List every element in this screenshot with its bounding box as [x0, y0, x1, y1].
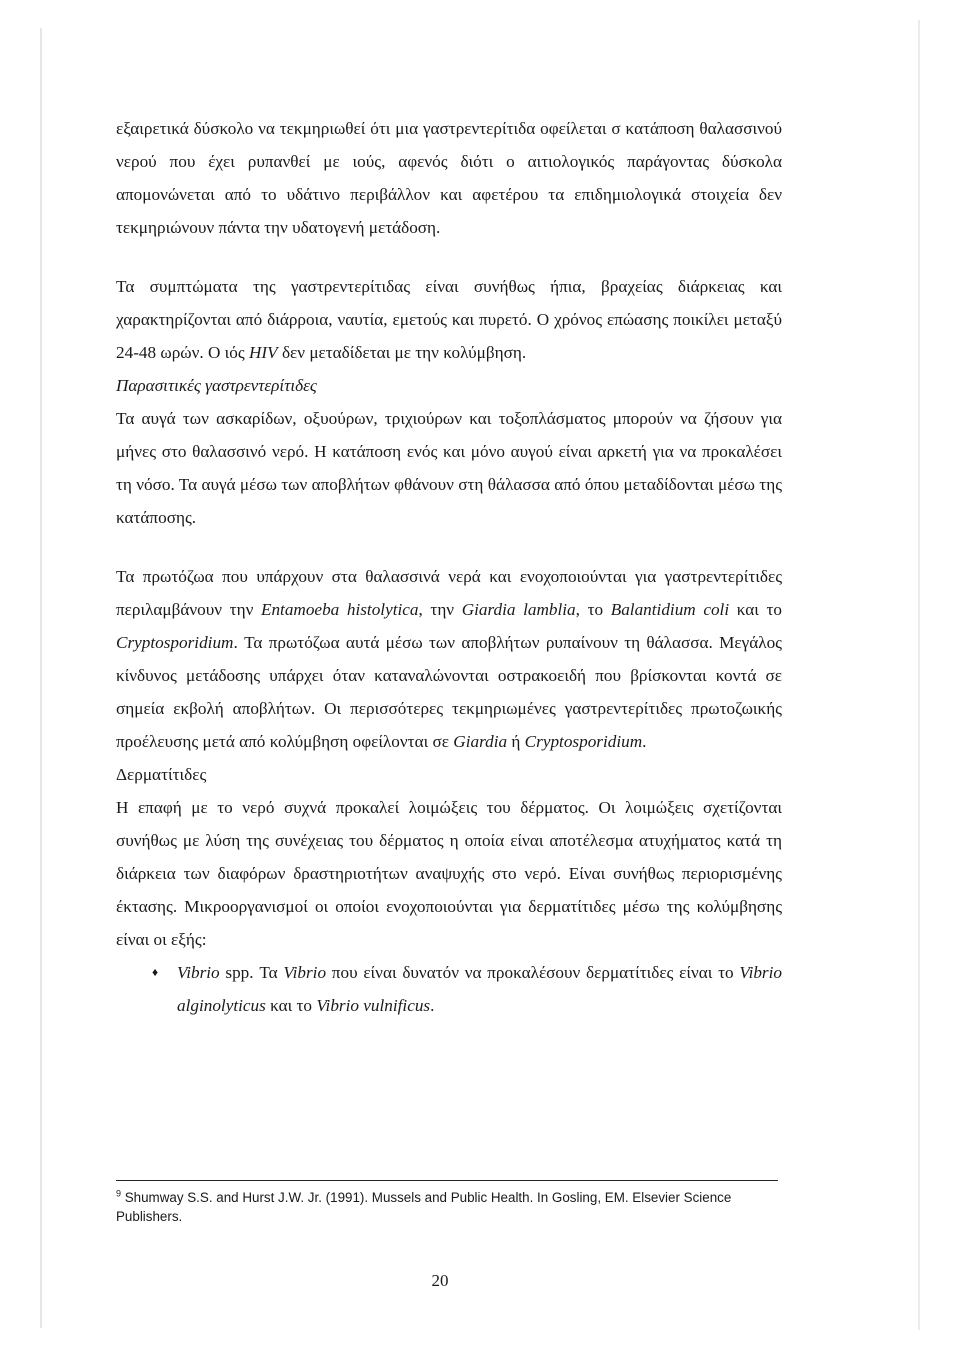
organism-list — [116, 956, 782, 1022]
paragraph-symptoms: Τα συμπτώματα της γαστρεντερίτιδας είναι συνήθως ήπια, βραχείας διάρκειας και χαρακτηρίζονται από διάρροια, ναυτία, εμετούς και πυρετό. Ο χρόνος επώασης ποικίλει μεταξύ 24-48 ωρών. Ο ιός HIV δεν μεταδίδεται με την κολύμβηση. — [116, 277, 782, 362]
dermatitis-heading: Δερματίτιδες — [116, 765, 207, 784]
paragraph-dermatitis: Η επαφή με το νερό συχνά προκαλεί λοιμώξεις του δέρματος. Οι λοιμώξεις σχετίζονται συνήθως με λύση της συνέχειας του δέρματος η οποία είναι αποτέλεσμα ατυχήματος κατά τη διάρκεια των διαφόρων δραστηριοτήτων αναψυχής στο νερό. Είναι συνήθως περιορισμένης έκτασης. Μικροοργανισμοί οι οποίοι ενοχοποιούνται για δερματίτιδες μέσω της κολύμβησης είναι οι εξής: — [116, 798, 782, 949]
diamond-bullet-icon: ♦ — [152, 965, 159, 979]
page-body — [116, 112, 782, 1022]
cryptosporidium-term: Cryptosporidium — [116, 633, 234, 652]
parasitic-heading: Παρασιτικές γαστρεντερίτιδες — [116, 376, 317, 395]
hiv-term: HIV — [249, 343, 278, 362]
paragraph-parasites: Τα αυγά των ασκαρίδων, οξυούρων, τριχιούρων και τοξοπλάσματος μπορούν να ζήσουν για μήνες στο θαλασσινό νερό. Η κατάποση ενός και μόνο αυγού είναι αρκετή για να προκαλέσει τη νόσο. Τα αυγά μέσω των αποβλήτων φθάνουν στη θάλασσα από όπου μεταδίδονται μέσω της κατάποσης. — [116, 409, 782, 527]
entamoeba-term: Entamoeba histolytica — [260, 600, 419, 619]
giardia-term: Giardia lamblia — [461, 600, 576, 619]
scan-edge-left — [40, 28, 42, 1328]
page-number: 20 — [431, 1271, 449, 1290]
footnote-marker: 9 — [116, 1188, 122, 1199]
footnote-divider — [116, 1180, 778, 1181]
scan-edge-right — [918, 20, 920, 1330]
giardia-term-2: Giardia — [453, 732, 508, 751]
footnote: $^9$ Shumway S.S. and Hurst J.W. Jr. (1991). Mussels and Public Health. In Gosling, EM. Elsevier Science Publishers. — [116, 1188, 732, 1224]
cryptosporidium-term-2: Cryptosporidium — [524, 732, 643, 751]
paragraph-protozoa: Τα πρωτόζωα που υπάρχουν στα θαλασσινά νερά και ενοχοποιούνται για γαστρεντερίτιδες περιλαμβάνουν την Entamoeba histolytica, την Giardia lamblia, το Balantidium coli και το Cryptosporidium. Τα πρωτόζωα αυτά μέσω των αποβλήτων ρυπαίνουν τη θάλασσα. Μεγάλος κίνδυνος μετάδοσης υπάρχει όταν καταναλώνονται οστρακοειδή που βρίσκονται κοντά σε σημεία εκβολή αποβλήτων. Οι περισσότερες τεκμηριωμένες γαστρεντερίτιδες πρωτοζωικής προέλευσης μετά από κολύμβηση οφείλονται σε Giardia ή Cryptosporidium. — [116, 567, 782, 751]
balantidium-term: Balantidium coli — [610, 600, 730, 619]
list-item: ♦ Vibrio spp. Τα Vibrio που είναι δυνατόν να προκαλέσουν δερματίτιδες είναι το Vibrio alginolyticus και το Vibrio vulnificus. — [116, 956, 782, 1022]
paragraph-viral-difficulty: εξαιρετικά δύσκολο να τεκμηριωθεί ότι μια γαστρεντερίτιδα οφείλεται σ κατάποση θαλασσινού νερού που έχει ρυπανθεί με ιούς, αφενός διότι ο αιτιολογικός παράγοντας δύσκολα απομονώνεται από το υδάτινο περιβάλλον και αφετέρου τα επιδημιολογικά στοιχεία δεν τεκμηριώνουν πάντα την υδατογενή μετάδοση. — [116, 119, 782, 237]
